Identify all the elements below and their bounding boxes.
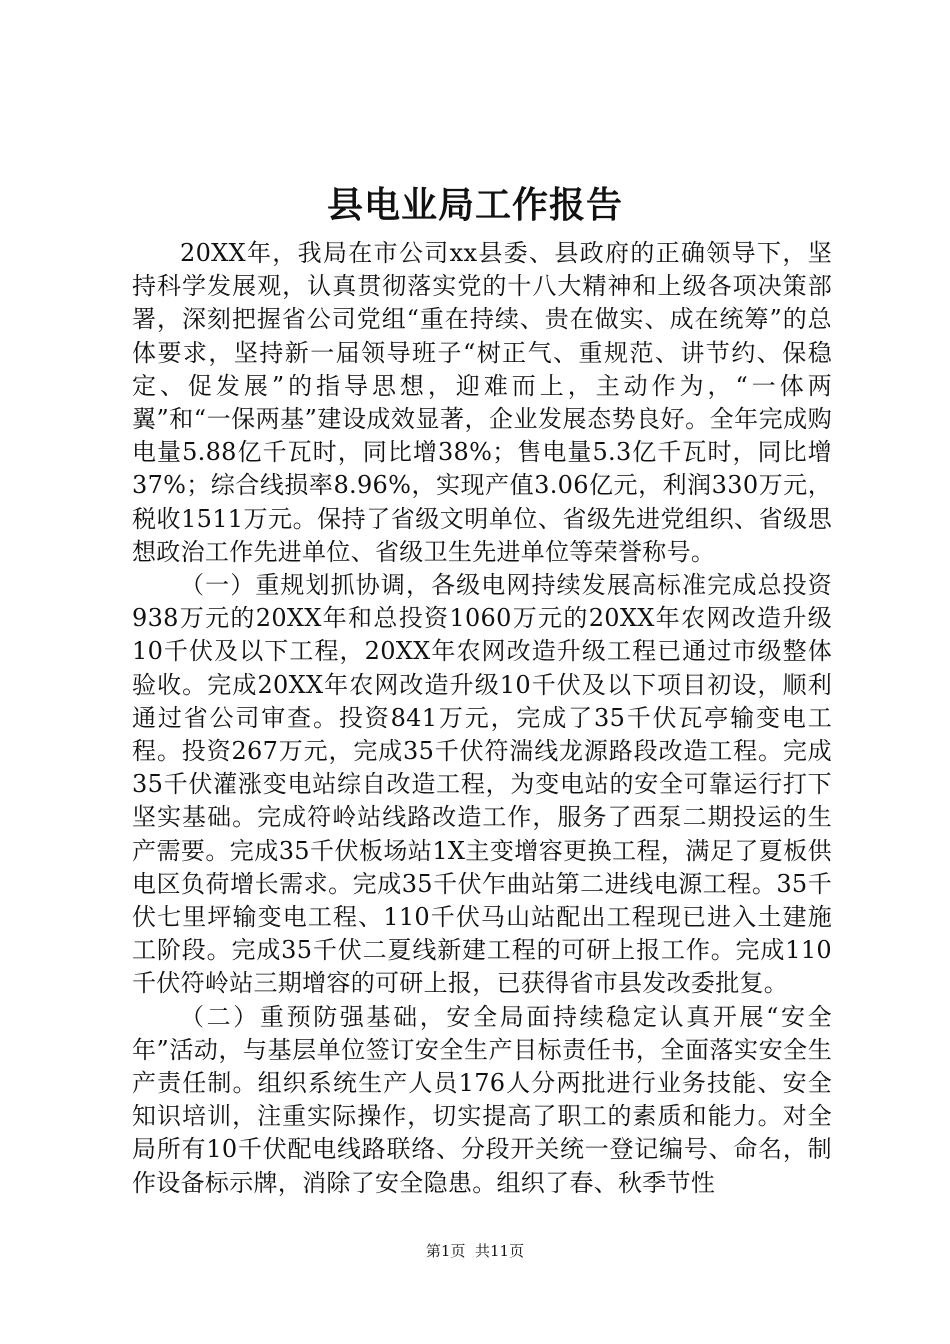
page-total: 共11页 <box>475 1242 525 1260</box>
paragraph-intro: 20XX年，我局在市公司xx县委、县政府的正确领导下，坚持科学发展观，认真贯彻落实党的十八大精神和上级各项决策部署，深刻把握省公司党组“重在持续、贵在做实、成在统筹”的总体要求，坚持新一届领导班子“树正气、重规范、讲节约、保稳定、促发展”的指导思想，迎难而上，主动作为，“一体两翼”和“一保两基”建设成效显著，企业发展态势良好。全年完成购电量5.88亿千瓦时，同比增38%；售电量5.3亿千瓦时，同比增37%；综合线损率8.96%，实现产值3.06亿元，利润330万元，税收1511万元。保持了省级文明单位、省级先进党组织、省级思想政治工作先进单位、省级卫生先进单位等荣誉称号。 <box>132 239 832 566</box>
paragraph-section-2: （二）重预防强基础，安全局面持续稳定认真开展“安全年”活动，与基层单位签订安全生产目标责任书，全面落实安全生产责任制。组织系统生产人员176人分两批进行业务技能、安全知识培训，注重实际操作，切实提高了职工的素质和能力。对全局所有10千伏配电线路联络、分段开关统一登记编号、命名，制作设备标示牌，消除了安全隐患。组织了春、秋季节性 <box>132 1002 832 1197</box>
paragraph-section-1: （一）重规划抓协调，各级电网持续发展高标准完成总投资938万元的20XX年和总投资1060万元的20XX年农网改造升级10千伏及以下工程，20XX年农网改造升级工程已通过市级整体验收。完成20XX年农网改造升级10千伏及以下项目初设，顺利通过省公司审查。投资841万元，完成了35千伏瓦亭输变电工程。投资267万元，完成35千伏符湍线龙源路段改造工程。完成35千伏灌涨变电站综自改造工程，为变电站的安全可靠运行打下坚实基础。完成符岭站线路改造工作，服务了西泵二期投运的生产需要。完成35千伏板场站1X主变增容更换工程，满足了夏板供电区负荷增长需求。完成35千伏乍曲站第二进线电源工程。35千伏七里坪输变电工程、110千伏马山站配出工程现已进入土建施工阶段。完成35千伏二夏线新建工程的可研上报工作。完成110千伏符岭站三期增容的可研上报，已获得省市县发改委批复。 <box>132 571 832 998</box>
page-number: 第1页 <box>425 1242 466 1260</box>
document-title: 县电业局工作报告 <box>326 184 623 226</box>
document-body <box>132 237 832 1200</box>
page-footer <box>0 1240 950 1262</box>
